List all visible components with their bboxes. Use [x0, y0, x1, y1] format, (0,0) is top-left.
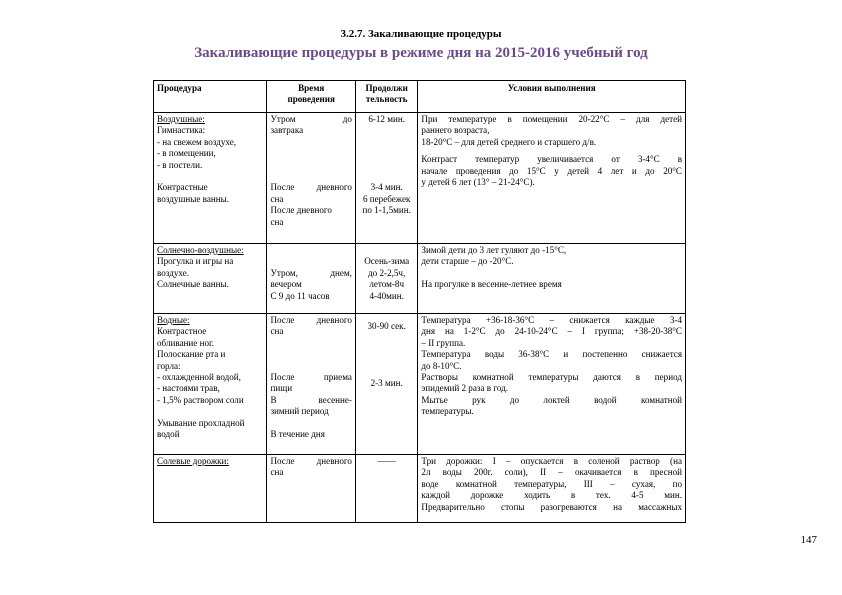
cell-line: Утром, днем,: [270, 267, 352, 278]
cell-line: Солнечные ванны.: [157, 279, 229, 290]
header-time-line1: Время: [298, 83, 325, 93]
cell-line: - настоями трав,: [157, 383, 220, 394]
hardening-procedures-table: [153, 80, 686, 523]
cell-duration: [355, 113, 417, 244]
cell-line: Осень-зима: [364, 256, 410, 267]
cell-procedure: [154, 244, 267, 314]
header-conditions: Условия выполнения: [418, 81, 686, 113]
header-procedure: Процедура: [154, 81, 267, 113]
cell-duration: [355, 455, 417, 523]
cell-time: [267, 244, 355, 314]
table-row: [154, 314, 686, 455]
cell-line: Водные:: [157, 315, 190, 325]
cell-line: Зимой дети до 3 лет гуляют до -15°С,: [421, 245, 567, 255]
cell-line: Растворы комнатной температуры даются в период: [421, 372, 682, 383]
header-duration-line2: тельность: [365, 94, 408, 105]
header-time-line2: проведения: [287, 94, 335, 105]
page-title: Закаливающие процедуры в режиме дня на 2015-2016 учебный год: [194, 45, 648, 61]
cell-line: 30-90 сек.: [367, 321, 406, 331]
cell-line: Температура воды 36-38°С и постепенно снижается: [421, 349, 682, 360]
cell-line: - охлажденной водой,: [157, 372, 241, 383]
cell-line: завтрака: [270, 125, 304, 136]
table-row: [154, 455, 686, 523]
cell-line: Гимнастика:: [157, 125, 206, 136]
cell-line: ——: [377, 456, 396, 466]
cell-line: Прогулка и игры на: [157, 256, 234, 267]
cell-line: 2л воды 200г. соли), II – окачивается в пресной: [421, 467, 682, 478]
cell-line: воздушные ванны.: [157, 193, 229, 204]
cell-line: вечером: [270, 279, 302, 290]
cell-conditions: [418, 244, 686, 314]
cell-line: Три дорожки: I – опускается в соленой раствор (на: [421, 456, 682, 466]
cell-line: летом-8ч: [369, 279, 405, 290]
cell-line: сна: [270, 467, 284, 478]
cell-line: Контрастное: [157, 326, 207, 337]
cell-line: Мытье рук до локтей водой комнатной: [421, 394, 682, 405]
cell-line: В течение дня: [270, 429, 325, 439]
cell-line: Контрастные: [157, 182, 208, 193]
cell-line: - 1,5% раствором соли: [157, 394, 244, 405]
cell-line: до 2-2,5ч,: [368, 267, 406, 278]
cell-conditions: [418, 113, 686, 244]
cell-conditions: [418, 455, 686, 523]
cell-line: сна: [270, 216, 284, 227]
cell-line: Температура +36-18-36°С – снижается каждые 3-4: [421, 315, 682, 325]
cell-line: горла:: [157, 360, 181, 371]
cell-line: – II группа.: [421, 337, 466, 348]
cell-line: В весенне-: [270, 394, 352, 405]
cell-line: 2-3 мин.: [370, 377, 403, 388]
header-duration-line1: Продолжи: [365, 83, 408, 93]
cell-time: [267, 455, 355, 523]
cell-line: 18-20°С – для детей среднего и старшего д/в.: [421, 136, 597, 147]
cell-conditions: [418, 314, 686, 455]
cell-line: водой: [157, 429, 180, 440]
cell-line: При температуре в помещении 20-22°С – для детей: [421, 114, 682, 124]
cell-line: - на свежем воздухе,: [157, 136, 237, 147]
cell-line: После приема: [270, 371, 352, 382]
cell-line: С 9 до 11 часов: [270, 290, 330, 301]
cell-line: - в постели.: [157, 159, 203, 170]
cell-line: каждой дорожке ходить в тех. 4-5 мин.: [421, 490, 682, 501]
cell-line: воде комнатной температуры, III – сухая, по: [421, 478, 682, 489]
cell-line: На прогулке в весенне-летнее время: [421, 279, 562, 290]
cell-line: После дневного: [270, 315, 352, 325]
section-title: 3.2.7. Закаливающие процедуры: [340, 28, 502, 40]
cell-line: зимний период: [270, 406, 329, 417]
cell-line: пищи: [270, 383, 293, 394]
cell-line: Утром до: [270, 114, 352, 124]
cell-line: 3-4 мин.: [370, 182, 403, 193]
cell-line: Контраст температур увеличивается от 3-4°С в: [421, 154, 682, 165]
cell-line: После дневного: [270, 456, 352, 466]
cell-line: Солнечно-воздушные:: [157, 245, 244, 255]
cell-line: начале проведения до 15°С у детей 4 лет и до 20°С: [421, 165, 682, 176]
cell-line: Солевые дорожки:: [157, 456, 229, 466]
cell-line: сна: [270, 326, 284, 337]
table-header-row: [154, 81, 686, 113]
cell-procedure: [154, 113, 267, 244]
cell-line: воздухе.: [157, 267, 190, 278]
cell-line: Полоскание рта и: [157, 349, 226, 360]
header-duration: [355, 81, 417, 113]
cell-time: [267, 113, 355, 244]
cell-procedure: [154, 314, 267, 455]
cell-line: 6-12 мин.: [368, 114, 406, 124]
page-number: 147: [800, 534, 817, 546]
header-time: [267, 81, 355, 113]
cell-line: обливание ног.: [157, 337, 214, 348]
table-row: [154, 113, 686, 244]
cell-line: Предварительно стопы разогреваются на массажных: [421, 501, 682, 512]
cell-line: После дневного: [270, 205, 332, 216]
cell-line: у детей 6 лет (13° – 21-24°С).: [421, 177, 535, 188]
cell-line: дети старше – до -20°С.: [421, 256, 514, 267]
cell-line: Умывание прохладной: [157, 417, 245, 428]
cell-time: [267, 314, 355, 455]
cell-duration: [355, 244, 417, 314]
cell-duration: [355, 314, 417, 455]
cell-line: дня на 1-2°С до 24-10-24°С – I группа; +38-20-38°С: [421, 326, 682, 337]
table-row: [154, 244, 686, 314]
cell-line: Воздушные:: [157, 114, 205, 124]
cell-line: по 1-1,5мин.: [362, 205, 411, 216]
cell-line: 4-40мин.: [369, 290, 404, 301]
cell-line: После дневного: [270, 182, 352, 193]
cell-line: 6 перебежек: [362, 193, 411, 204]
cell-procedure: [154, 455, 267, 523]
cell-line: раннего возраста,: [421, 125, 490, 136]
cell-line: до 8-10°С.: [421, 360, 462, 371]
cell-line: - в помещении,: [157, 148, 216, 159]
cell-line: эпидемий 2 раза в год.: [421, 383, 509, 394]
cell-line: температуры.: [421, 406, 474, 417]
cell-line: сна: [270, 193, 284, 204]
